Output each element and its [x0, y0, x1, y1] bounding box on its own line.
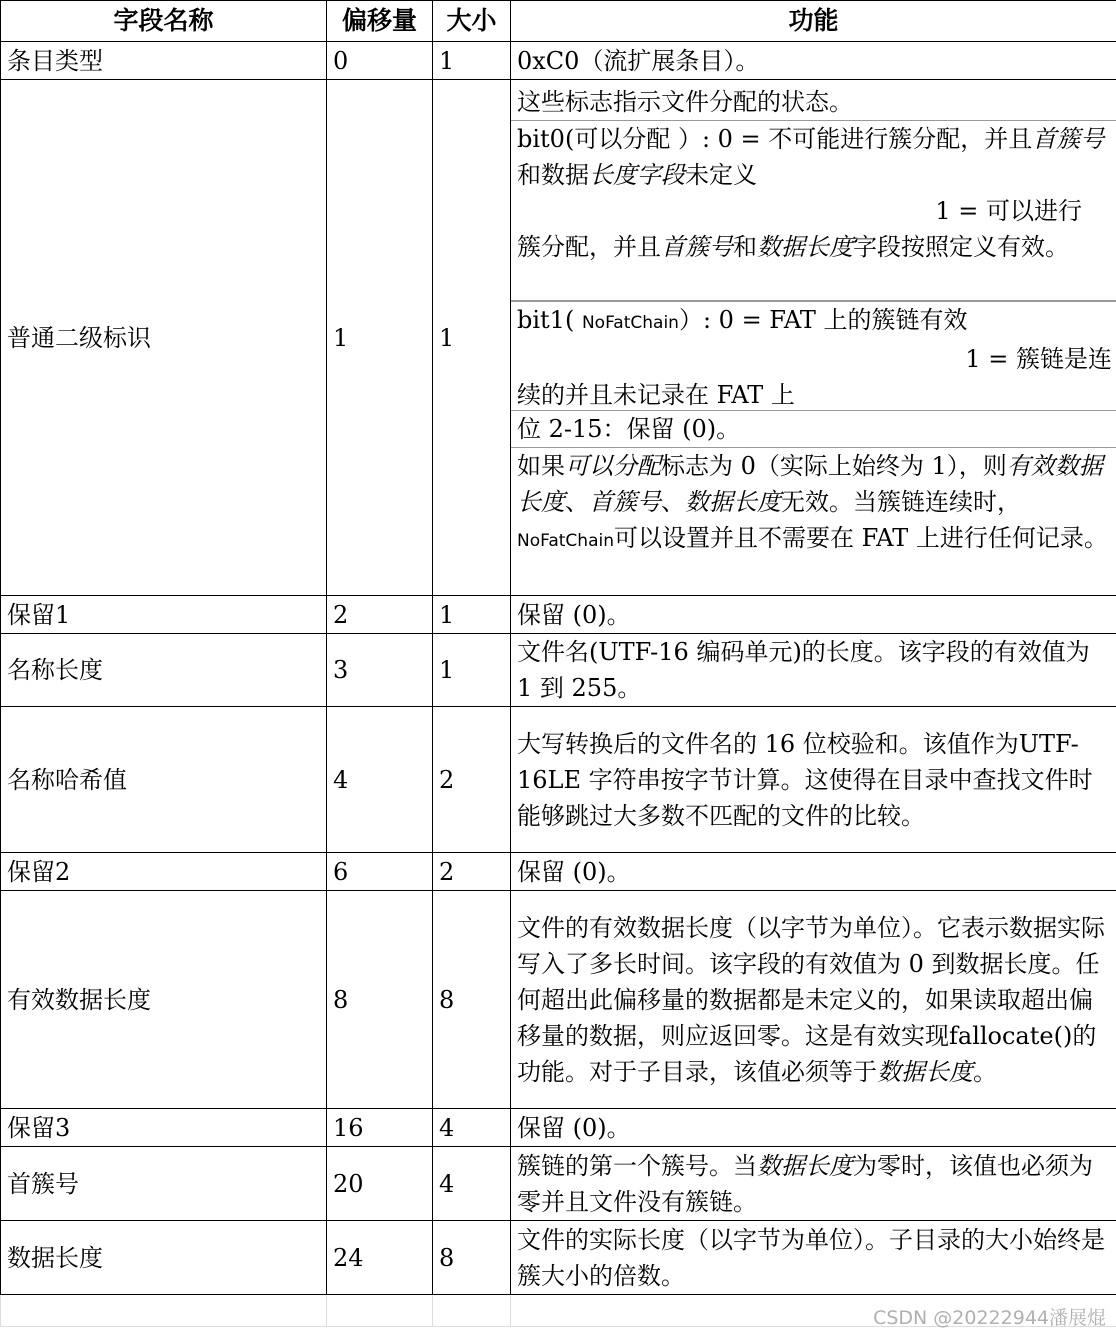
table-row [1, 1147, 1116, 1221]
table-row [1, 80, 1116, 596]
table-row [1, 853, 1116, 891]
allocation-note: 如果可以分配标志为 0（实际上始终为 1），则有效数据长度、首簇号、数据长度无效。当簇链连续时，NoFatChain可以设置并且不需要在 FAT 上进行任何记录。 [511, 447, 1116, 592]
bit1-description: bit1( NoFatChain）: 0 = FAT 上的簇链有效 1 = 簇链是连 续的并且未记录在 FAT 上 [511, 300, 1116, 410]
nofatchain-label: NoFatChain [581, 312, 679, 333]
field-function: 文件的有效数据长度（以字节为单位）。它表示数据实际写入了多长时间。该字段的有效值为 0 到数据长度。任何超出此偏移量的数据都是未定义的，如果读取超出偏移量的数据，则应返回零。这是有效实现fallocate()的功能。对于子目录，该值必须等于数据长度。 [511, 891, 1116, 1109]
header-function: 功能 [511, 1, 1116, 42]
field-function: 保留 (0)。 [511, 1109, 1116, 1147]
field-name: 保留1 [1, 596, 327, 634]
field-size: 1 [433, 596, 511, 634]
flags-intro: 这些标志指示文件分配的状态。 [517, 87, 853, 116]
field-function: 0xC0（流扩展条目）。 [511, 42, 1116, 80]
field-size: 4 [433, 1109, 511, 1147]
table-row [1, 1109, 1116, 1147]
field-offset: 1 [327, 80, 433, 596]
header-row [1, 1, 1116, 42]
field-size: 2 [433, 853, 511, 891]
field-size: 1 [433, 42, 511, 80]
field-offset: 3 [327, 634, 433, 707]
field-size: 8 [433, 891, 511, 1109]
field-offset: 6 [327, 853, 433, 891]
field-function: 大写转换后的文件名的 16 位校验和。该值作为UTF-16LE 字符串按字节计算。这使得在目录中查找文件时能够跳过大多数不匹配的文件的比较。 [511, 707, 1116, 853]
field-function: 保留 (0)。 [511, 853, 1116, 891]
field-function: 保留 (0)。 [511, 596, 1116, 634]
field-offset: 20 [327, 1147, 433, 1221]
field-offset: 8 [327, 891, 433, 1109]
field-size: 1 [433, 634, 511, 707]
field-function: 文件的实际长度（以字节为单位）。子目录的大小始终是簇大小的倍数。 [511, 1221, 1116, 1295]
field-offset: 2 [327, 596, 433, 634]
table-row [1, 1221, 1116, 1295]
table-row [1, 634, 1116, 707]
field-function: 文件名(UTF-16 编码单元)的长度。该字段的有效值为 1 到 255。 [511, 634, 1116, 707]
field-name: 保留2 [1, 853, 327, 891]
field-function: 簇链的第一个簇号。当数据长度为零时，该值也必须为零并且文件没有簇链。 [511, 1147, 1116, 1221]
field-name: 名称长度 [1, 634, 327, 707]
field-name: 数据长度 [1, 1221, 327, 1295]
field-name: 首簇号 [1, 1147, 327, 1221]
field-offset: 0 [327, 42, 433, 80]
field-offset: 24 [327, 1221, 433, 1295]
field-function [511, 80, 1116, 596]
field-size: 4 [433, 1147, 511, 1221]
header-size: 大小 [433, 1, 511, 42]
field-offset: 4 [327, 707, 433, 853]
field-size: 1 [433, 80, 511, 596]
header-field-name: 字段名称 [1, 1, 327, 42]
field-offset: 16 [327, 1109, 433, 1147]
field-name: 条目类型 [1, 42, 327, 80]
table-row [1, 891, 1116, 1109]
field-size: 2 [433, 707, 511, 853]
field-name: 名称哈希值 [1, 707, 327, 853]
bit0-description: bit0(可以分配 ）: 0 = 不可能进行簇分配，并且首簇号和数据长度字段未定义 1 = 可以进行 簇分配，并且首簇号和数据长度字段按照定义有效。 [511, 120, 1116, 300]
field-name: 有效数据长度 [1, 891, 327, 1109]
field-name: 保留3 [1, 1109, 327, 1147]
field-size: 8 [433, 1221, 511, 1295]
field-name: 普通二级标识 [1, 80, 327, 596]
watermark: CSDN @20222944潘展焜 [873, 1307, 1106, 1329]
table-row [1, 707, 1116, 853]
table-row [1, 596, 1116, 634]
table-row [1, 42, 1116, 80]
reserved-bits: 位 2-15：保留 (0)。 [511, 410, 1116, 447]
header-offset: 偏移量 [327, 1, 433, 42]
